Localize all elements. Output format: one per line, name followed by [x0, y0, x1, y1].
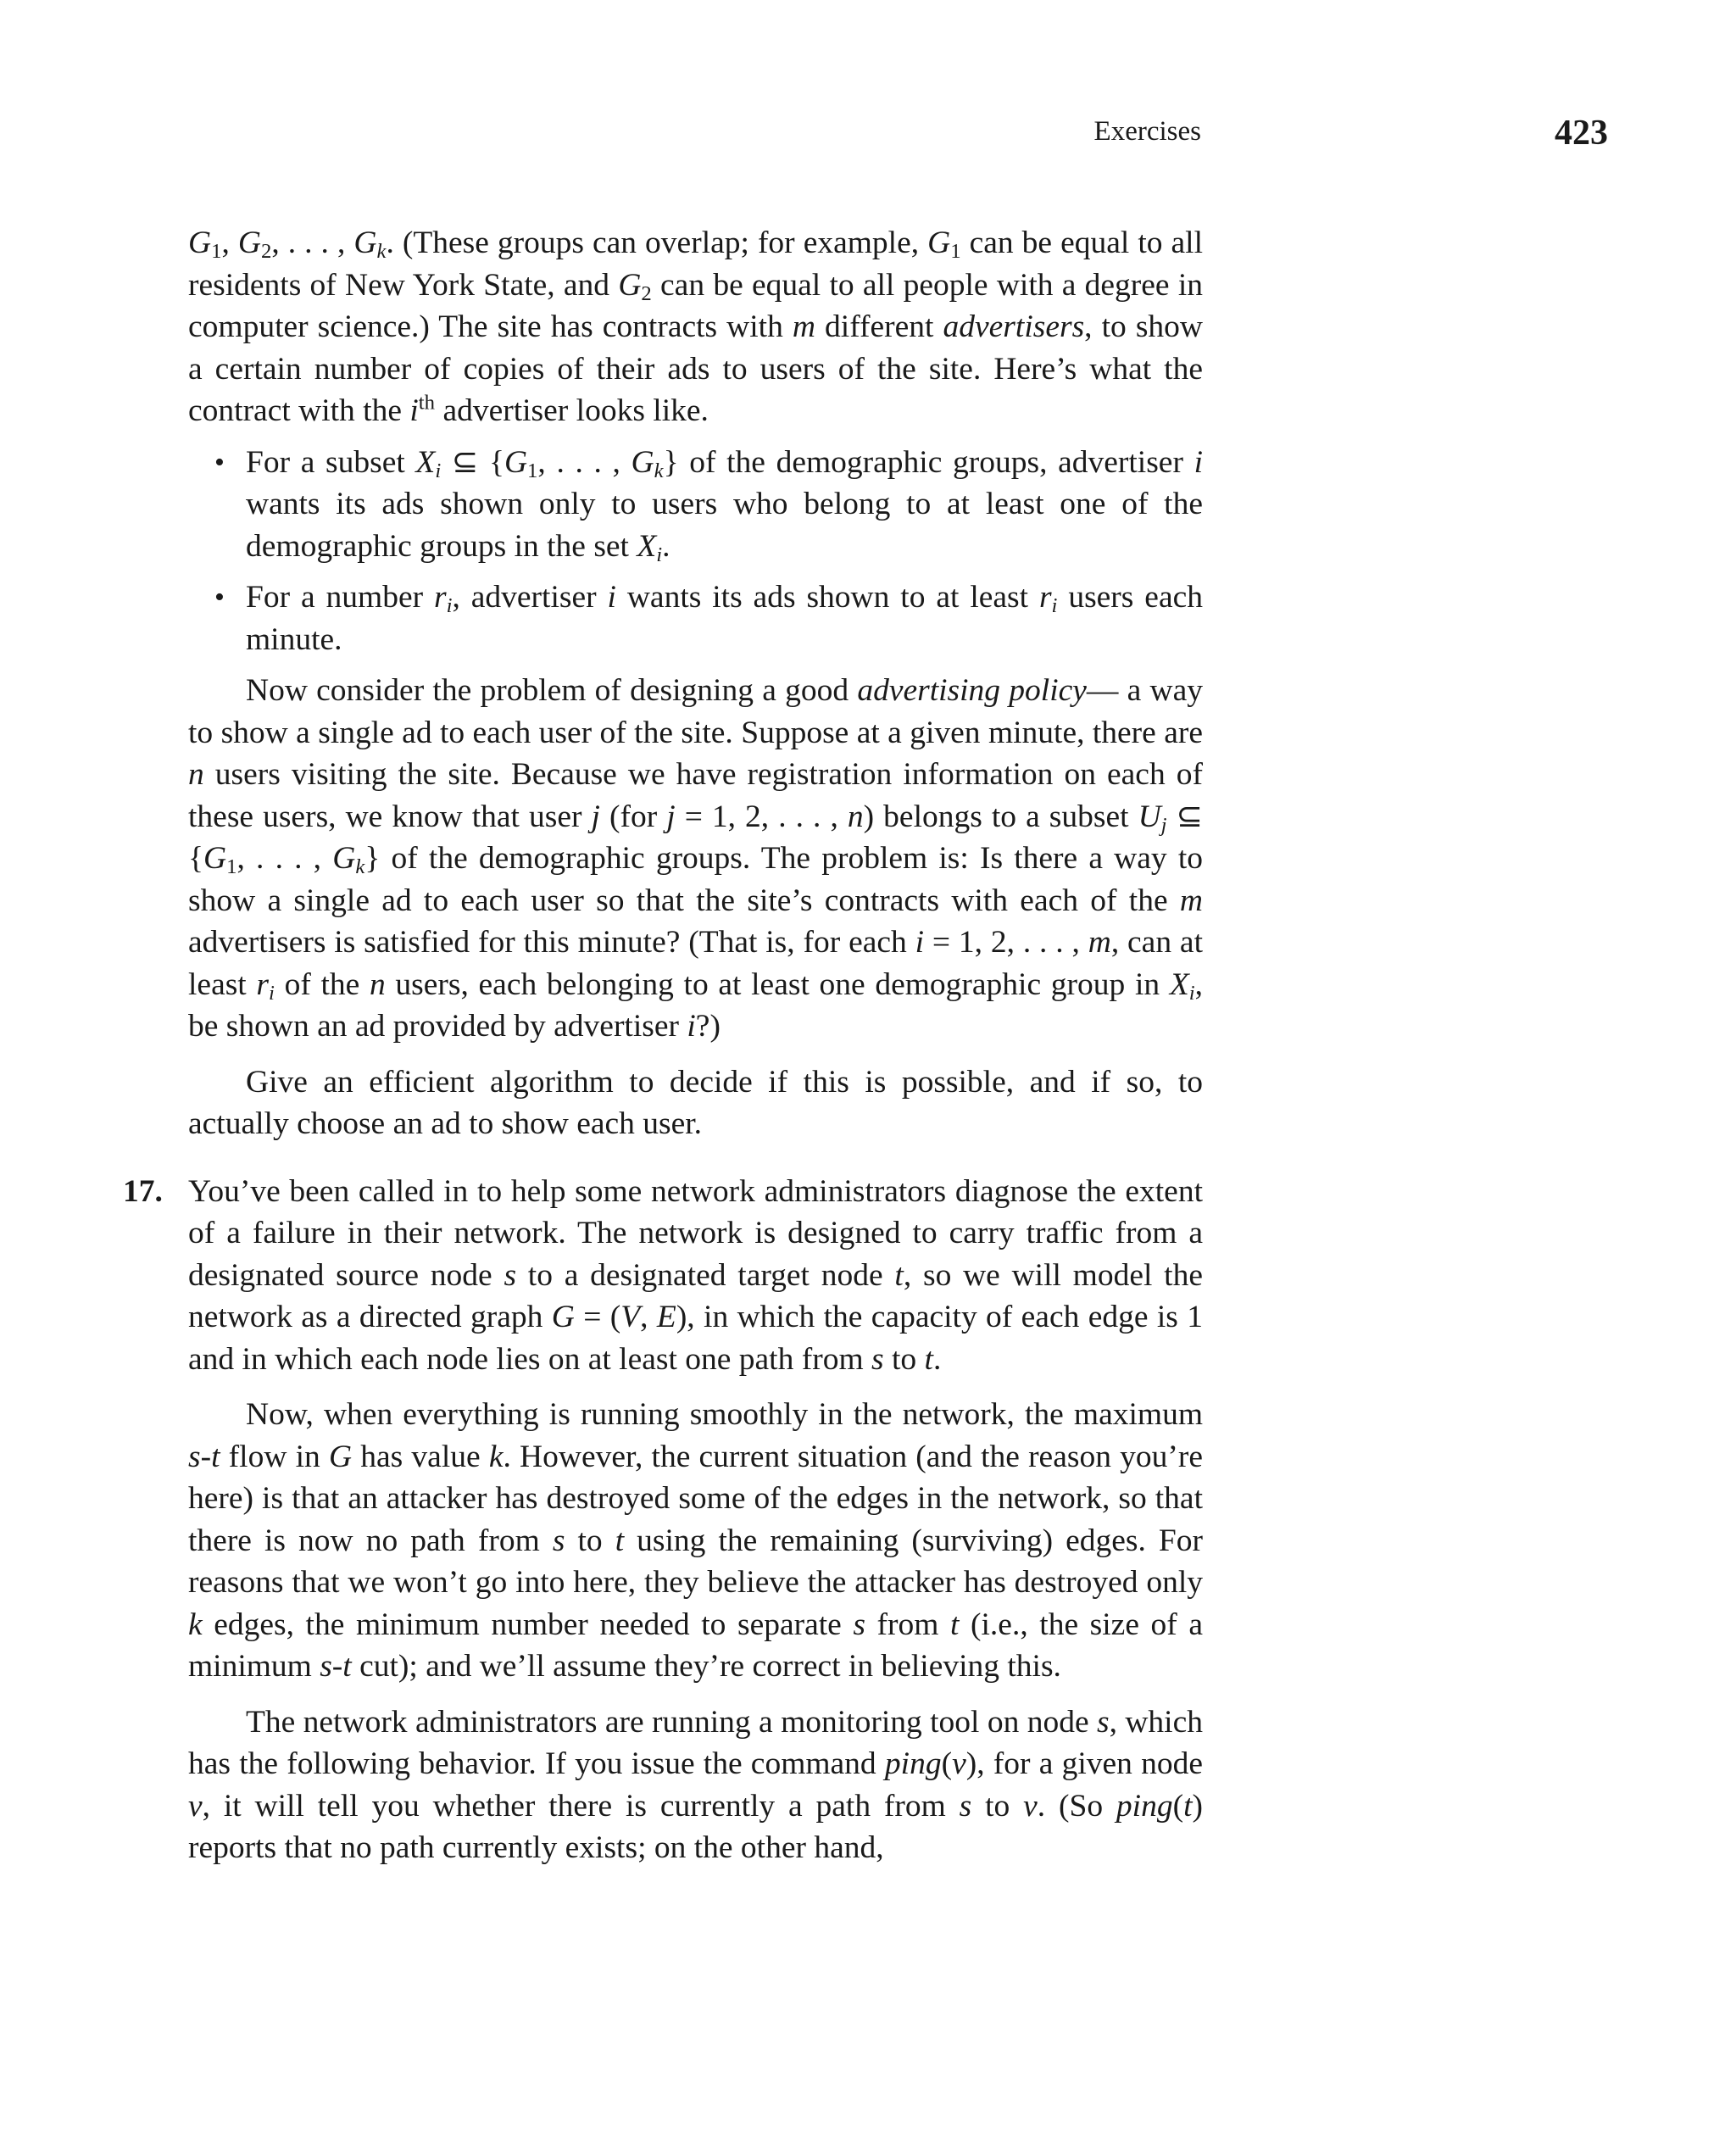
text-run: to a designated target node: [516, 1257, 895, 1293]
running-title: Exercises: [1093, 116, 1201, 147]
text-run: For a number: [246, 580, 434, 615]
text-run: ), in which the capacity of each edge is 1 and in which each node lies on at least one path from: [188, 1300, 1204, 1377]
text-run: ,: [640, 1300, 657, 1334]
text-run: cut); and we’ll assume they’re correct in believing this.: [351, 1649, 1061, 1684]
math-sub: 2: [641, 281, 652, 305]
math-g: G: [618, 267, 642, 303]
text-run: . However, the current situation (and the reason you’re here) is that an attacker has destroyed some of the edges in the network, so that there is now no path from: [188, 1439, 1203, 1558]
math-sub: i: [269, 981, 275, 1005]
contract-bullet-list: [188, 442, 1203, 661]
text-run: to: [565, 1523, 615, 1558]
text-run: users, each belonging to at least one demographic group in: [385, 966, 1170, 1002]
math-sub: i: [1051, 594, 1058, 618]
math-s: s: [871, 1341, 884, 1377]
text-run: edges, the minimum number needed to separate: [202, 1607, 854, 1642]
math-t: t: [894, 1257, 904, 1293]
text-run: from: [865, 1607, 951, 1642]
math-g: G: [203, 841, 227, 876]
math-e: E: [656, 1300, 676, 1334]
math-s: s: [853, 1607, 865, 1642]
math-r: r: [256, 966, 269, 1002]
text-run: flow in: [220, 1439, 329, 1474]
text-run: Now, when everything is running smoothly in the network, the maximum: [246, 1397, 1203, 1432]
exercise-17: [123, 1171, 1204, 1869]
give-algorithm-paragraph: Give an efficient algorithm to decide if this is possible, and if so, to actually choose an ad to show each user.: [188, 1064, 1203, 1141]
text-run: can be equal to all people with a degree in computer science.) The site has contracts with: [188, 267, 1203, 344]
math-s: s: [1097, 1704, 1110, 1740]
text-run: different: [815, 309, 943, 344]
math-g: G: [237, 226, 261, 260]
policy-paragraph: [188, 670, 1203, 1048]
math-g: G: [551, 1300, 575, 1334]
intro-paragraph: $G_1$, $G_2$, . . . , $G_k$. (These groups can overlap; for example, $G_1$ can be equal to all residents of New York State, and $G_2$ can be equal to all people with a degree in computer science.) The site has contracts with m different advertisers, to show a certain number of copies of their ads to users of the site. Here’s what the contract with the $i^{th}$ advertiser looks like.: [188, 226, 1204, 428]
math-i: i: [607, 580, 616, 615]
math-sub: i: [1188, 981, 1195, 1005]
math-n: n: [369, 966, 386, 1002]
text-run: ) reports that no path currently exists; on the other hand,: [188, 1788, 1204, 1865]
math-sub: i: [435, 459, 442, 482]
math-sub: i: [446, 594, 453, 618]
math-x: X: [415, 444, 436, 480]
page-body: [123, 222, 1204, 1869]
text-run: advertisers is satisfied for this minute? (That is, for each: [188, 925, 915, 960]
bullet-item-number: [188, 576, 1203, 660]
math-i: i: [687, 1009, 696, 1044]
bullet-icon: •: [214, 582, 225, 613]
emphasis-advertisers: advertisers: [943, 309, 1085, 344]
text-run: , advertiser: [452, 580, 608, 615]
math-s: s: [504, 1257, 517, 1293]
text-run: } of the demographic groups, advertiser: [663, 444, 1194, 480]
text-run: — a way to show a single ad to each user of the site. Suppose at a given minute, there are: [188, 673, 1203, 750]
text-run: advertiser looks like.: [435, 393, 709, 428]
text-run: using the remaining (surviving) edges. For reasons that we won’t go into here, they believe the attacker has destroyed only: [188, 1523, 1204, 1600]
math-m: m: [792, 309, 815, 344]
bullet-icon: •: [214, 446, 225, 478]
text-run: to: [883, 1341, 925, 1377]
math-g: G: [328, 1439, 353, 1474]
math-g: G: [927, 226, 951, 260]
running-head: [188, 113, 1608, 164]
math-sub: k: [355, 855, 365, 879]
text-run: = 1, 2, . . . ,: [675, 799, 848, 834]
text-run: , so we will model the network as a directed graph: [188, 1257, 1203, 1334]
text-run: The network administrators are running a monitoring tool on node: [246, 1704, 1097, 1740]
text-run: (for: [599, 799, 667, 834]
text-run: has value: [352, 1439, 489, 1474]
text-run: users each minute.: [246, 580, 1203, 657]
text-run: = (: [574, 1300, 621, 1334]
text-run: = 1, 2, . . . ,: [924, 925, 1088, 960]
text-run: .: [662, 528, 670, 564]
math-u: U: [1138, 799, 1161, 834]
math-sub: 1: [226, 855, 237, 879]
math-sub: 1: [527, 459, 538, 482]
text-run: to: [971, 1788, 1024, 1824]
math-v: V: [620, 1300, 641, 1334]
math-sub: 1: [211, 240, 222, 264]
max-flow-paragraph: [188, 1394, 1203, 1688]
text-run: Now consider the problem of designing a good: [246, 673, 858, 708]
math-sub: 2: [260, 240, 272, 264]
text-run: wants its ads shown to at least: [615, 580, 1039, 615]
math-v: v: [1023, 1788, 1038, 1824]
math-i: i: [915, 925, 925, 960]
text-run: ) belongs to a subset: [863, 799, 1138, 834]
page-number: 423: [1555, 114, 1608, 153]
text-run: , which has the following behavior. If you issue the command: [188, 1704, 1203, 1781]
text-run: . (These groups can overlap; for example,: [386, 226, 928, 260]
math-g: G: [188, 226, 212, 260]
text-run: users visiting the site. Because we have registration information on each of these users, we know that user: [188, 757, 1203, 834]
math-m: m: [1088, 925, 1111, 960]
math-ping: ping: [1116, 1788, 1173, 1824]
math-n: n: [188, 757, 204, 792]
text-run: .: [932, 1341, 942, 1377]
math-k: k: [188, 1607, 203, 1642]
text-run: ?): [695, 1009, 721, 1044]
math-v: v: [188, 1788, 203, 1824]
math-t: t: [1183, 1788, 1193, 1824]
math-x: X: [637, 528, 657, 564]
text-run: (i.e., the size of a minimum: [188, 1607, 1203, 1684]
math-r: r: [434, 580, 447, 615]
math-s: s: [552, 1523, 565, 1558]
exercise-number: 17.: [123, 1173, 163, 1209]
math-t: t: [924, 1341, 933, 1377]
math-g: G: [504, 444, 528, 480]
math-g: G: [631, 444, 654, 480]
math-n: n: [847, 799, 864, 834]
text-run: , . . . ,: [236, 841, 333, 876]
math-m: m: [1179, 883, 1203, 918]
text-run: . (So: [1037, 1788, 1116, 1824]
math-v: v: [952, 1746, 966, 1781]
bullet-item-subset: [188, 442, 1203, 568]
text-run: You’ve been called in to help some network administrators diagnose the extent of a failure in their network. The network is designed to carry traffic from a designated source node: [188, 1173, 1203, 1293]
math-sub: j: [1160, 813, 1167, 837]
math-sub: i: [656, 543, 663, 566]
text-run: , be shown an ad provided by advertiser: [188, 966, 1203, 1044]
text-run: wants its ads shown only to users who belong to at least one of the demographic groups in the set: [246, 487, 1203, 564]
text-run: can be equal to all residents of New York State, and: [188, 226, 1204, 303]
math-j: j: [591, 799, 600, 834]
math-r: r: [1038, 580, 1052, 615]
text-run: ⊆ {: [441, 444, 504, 480]
text-run: For a subset: [246, 444, 416, 480]
text-run: , to show a certain number of copies of their ads to users of the site. Here’s what the contract with the: [188, 309, 1203, 428]
text-run: ⊆ {: [188, 799, 1204, 876]
math-t: t: [950, 1607, 960, 1642]
monitoring-paragraph: [188, 1701, 1203, 1869]
exercise-17-paragraph: [188, 1171, 1203, 1381]
math-k: k: [488, 1439, 504, 1474]
math-sub: k: [654, 459, 664, 482]
math-g: G: [353, 226, 377, 260]
superscript-th: th: [418, 391, 436, 415]
math-sub: k: [376, 240, 387, 264]
text-run: , can at least: [188, 925, 1203, 1002]
math-t: t: [615, 1523, 625, 1558]
math-st: s-t: [320, 1649, 352, 1684]
text-run: (: [941, 1746, 953, 1781]
math-i: i: [1194, 444, 1203, 480]
text-run: (: [1172, 1788, 1184, 1824]
math-i: i: [409, 393, 419, 428]
math-j: j: [666, 799, 676, 834]
math-s: s: [959, 1788, 972, 1824]
emphasis-advertising-policy: advertising policy: [857, 673, 1087, 708]
text-run: } of the demographic groups. The problem is: Is there a way to show a single ad to each user so that the site’s contracts with each of the: [188, 841, 1204, 918]
text-run: , . . . ,: [537, 444, 632, 480]
math-x: X: [1169, 966, 1189, 1002]
text-run: , it will tell you whether there is currently a path from: [202, 1788, 960, 1824]
math-g: G: [332, 841, 356, 876]
math-st: s-t: [188, 1439, 220, 1474]
text-run: ), for a given node: [965, 1746, 1203, 1781]
math-sub: 1: [950, 240, 961, 264]
text-run: of the: [274, 966, 370, 1002]
math-ping: ping: [884, 1746, 942, 1781]
